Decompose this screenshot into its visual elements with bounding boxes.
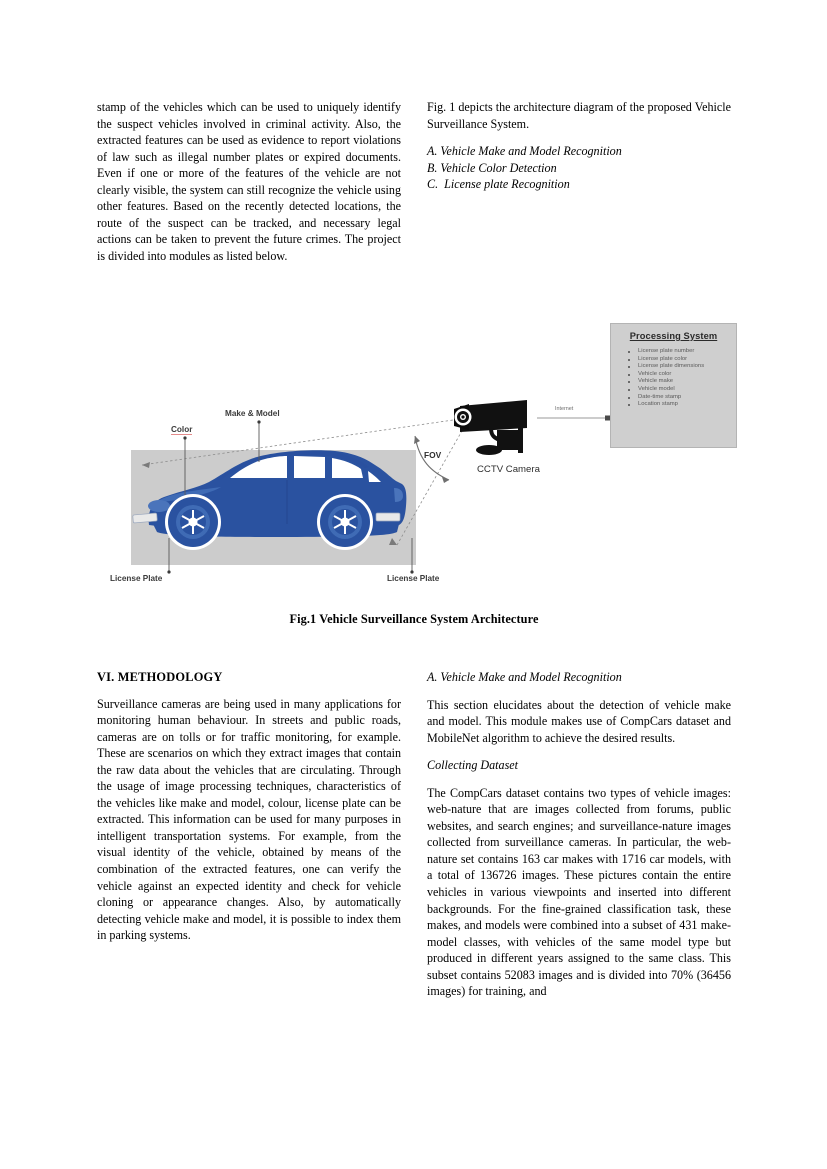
- processing-system-title: Processing System: [629, 331, 718, 341]
- label-internet: Internet: [555, 406, 574, 412]
- bottom-right-column: [427, 669, 731, 1000]
- top-right-column: [427, 99, 731, 264]
- methodology-heading: VI. METHODOLOGY: [97, 670, 223, 684]
- methodology-paragraph: Surveillance cameras are being used in many applications for monitoring human behaviour. In streets and public roads, cameras are on tolls or for traffic monitoring, for example. These are scenarios on which they extract images that contain the raw data about the vehicles that are circulating. Through the usage of image processing techniques, characteristics of the vehicles like make and model, colour, license plate can be extracted. This information can be used for many purposes in intelligent transportation systems. For example, from the visual identity of the vehicle, obtained by means of the combination of the extracted features, one can verify the vehicle against an expected identity and check for vehicle cloning or appearance changes. Also, by automatically detecting vehicle make and model, it is possible to index them in parking systems.: [97, 696, 401, 943]
- bottom-left-column: [97, 669, 401, 1000]
- module-list-item-c: C. License plate Recognition: [427, 177, 570, 192]
- vehicle-make-model-heading: A. Vehicle Make and Model Recognition: [427, 670, 622, 684]
- top-left-column: [97, 99, 401, 264]
- top-columns: [97, 99, 731, 264]
- rear-wheel: [317, 494, 373, 550]
- vehicle-make-model-paragraph: This section elucidates about the detection of vehicle make and model. This module makes use of CompCars dataset and MobileNet algorithm to achieve the desired results.: [427, 697, 731, 745]
- module-list: [427, 143, 731, 193]
- processing-system-list: [611, 348, 736, 409]
- figure-reference-paragraph: Fig. 1 depicts the architecture diagram of the proposed Vehicle Surveillance System.: [427, 100, 731, 131]
- front-wheel: [165, 494, 221, 550]
- module-list-item-a: A. Vehicle Make and Model Recognition: [427, 144, 622, 159]
- label-color: Color: [171, 425, 193, 434]
- processing-item: Date-time stamp: [628, 394, 736, 402]
- processing-item: License plate color: [628, 356, 736, 364]
- label-make-model: Make & Model: [225, 409, 280, 418]
- processing-item: Location stamp: [628, 401, 736, 409]
- processing-item: License plate number: [628, 348, 736, 356]
- bottom-columns: [97, 669, 731, 1000]
- figure-caption: Fig.1 Vehicle Surveillance System Architecture: [289, 612, 539, 626]
- processing-system-box: [610, 323, 737, 448]
- front-license-plate: [133, 513, 158, 523]
- module-list-item-b: B. Vehicle Color Detection: [427, 160, 557, 175]
- processing-item: Vehicle model: [628, 386, 736, 394]
- compcars-dataset-paragraph: The CompCars dataset contains two types of vehicle images: web-nature that are images collected from forums, public websites, and search engines; and surveillance-nature images collected from surveillance cameras. In particular, the web-nature set contains 163 car makes with 1716 car models, with a total of 136726 images. These pictures contain the entire vehicles in various viewpoints and inserted into different backgrounds. For the fine-grained classification task, these makes, and models were combined into a subset of 431 make-model classes, with vehicles of the same model type but produced in different years assigned to the same class. This subset contains 52083 images and is divided into 70% (36456 images) for training, and: [427, 785, 731, 999]
- label-cctv-camera: CCTV Camera: [477, 464, 540, 475]
- processing-item: License plate dimensions: [628, 363, 736, 371]
- processing-item: Vehicle color: [628, 371, 736, 379]
- rear-license-plate: [376, 513, 400, 521]
- cctv-camera-graphic: [454, 400, 527, 455]
- collecting-dataset-heading: Collecting Dataset: [427, 758, 519, 773]
- label-license-plate-front: License Plate: [110, 574, 163, 583]
- label-fov: FOV: [424, 450, 442, 460]
- architecture-figure: [97, 310, 737, 605]
- left-column-paragraph: stamp of the vehicles which can be used to uniquely identify the suspect vehicles involved in criminal activity. Also, the extracted features can be used as evidence to report violations of law such as illegal number plates or expired documents. Even if one or more of the features of the vehicle are not clearly visible, the system can still recognize the vehicle using other features. Based on the recently detected locations, the route of the suspect can be tracked, and necessary legal actions can be taken to prevent the future crimes. The project is divided into modules as listed below.: [97, 100, 401, 263]
- label-license-plate-rear: License Plate: [387, 574, 440, 583]
- processing-item: Vehicle make: [628, 378, 736, 386]
